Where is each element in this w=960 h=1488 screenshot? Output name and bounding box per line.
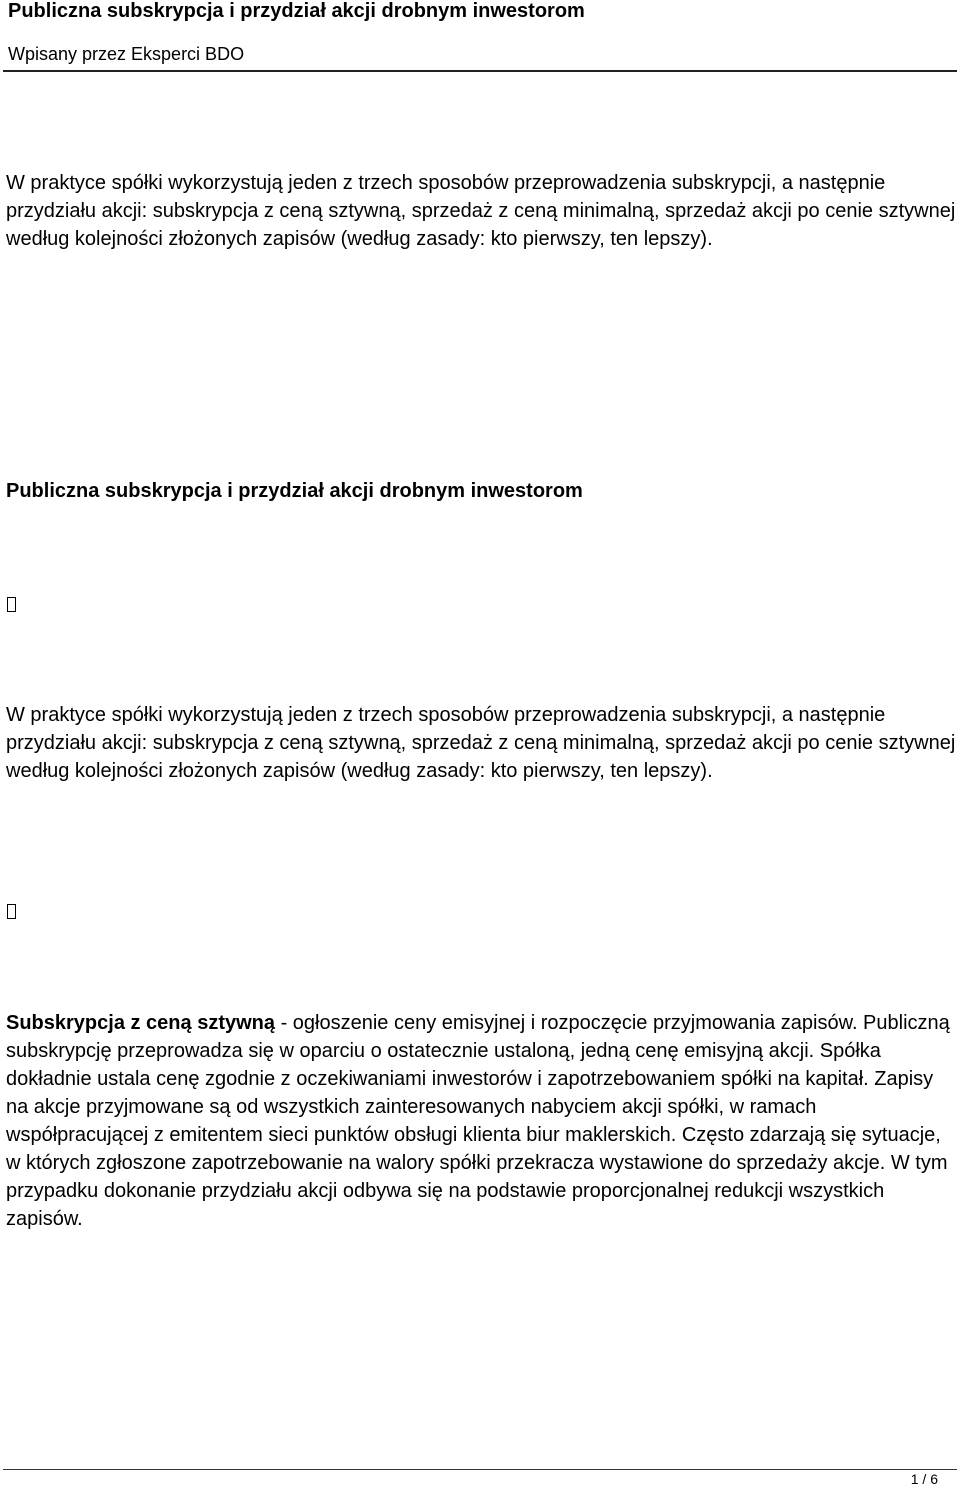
intro-paragraph: W praktyce spółki wykorzystują jeden z trzech sposobów przeprowadzenia subskrypcji, a następnie przydziału akcji: subskrypcja z ceną sztywną, sprzedaż z ceną minimalną, sprzedaż akcji po cenie sztywnej według kolejności złożonych zapisów (według zasady: kto pierwszy, ten lepszy).: [6, 172, 956, 250]
body-paragraph-1: W praktyce spółki wykorzystują jeden z trzech sposobów przeprowadzenia subskrypcji, a następnie przydziału akcji: subskrypcja z ceną sztywną, sprzedaż z ceną minimalną, sprzedaż akcji po cenie sztywnej według kolejności złożonych zapisów (według zasady: kto pierwszy, ten lepszy).: [6, 704, 956, 782]
page-number: 1 / 6: [910, 1471, 938, 1487]
paragraph-text: - ogłoszenie ceny emisyjnej i rozpoczęcie przyjmowania zapisów. Publiczną subskrypcję przeprowadza się w oparciu o ostatecznie ustaloną, jedną cenę emisyjną akcji. Spółka dokładnie ustala cenę zgodnie z oczekiwaniami inwestorów i zapotrzebowaniem spółki na kapitał. Zapisy na akcje przyjmowane są od wszystkich zainteresowanych nabyciem akcji spółki, w ramach współpracującej z emitentem sieci punktów obsługi klienta biur maklerskich. Często zdarzają się sytuacje, w których zgłoszone zapotrzebowanie na walory spółki przekracza wystawione do sprzedaży akcje. W tym przypadku dokonanie przydziału akcji odbywa się na podstawie proporcjonalnej redukcji wszystkich zapisów.: [6, 1012, 950, 1230]
missing-glyph-icon: [7, 904, 16, 919]
header-divider: [3, 70, 957, 72]
section-heading: Publiczna subskrypcja i przydział akcji drobnym inwestorom: [6, 480, 583, 502]
footer-divider: [3, 1469, 957, 1470]
missing-glyph-icon: [7, 597, 16, 612]
paragraph-lead-term: Subskrypcja z ceną sztywną: [6, 1012, 276, 1034]
document-title: Publiczna subskrypcja i przydział akcji drobnym inwestorom: [8, 0, 585, 22]
body-paragraph-2: [6, 1009, 956, 1233]
document-author: Wpisany przez Eksperci BDO: [8, 44, 245, 64]
